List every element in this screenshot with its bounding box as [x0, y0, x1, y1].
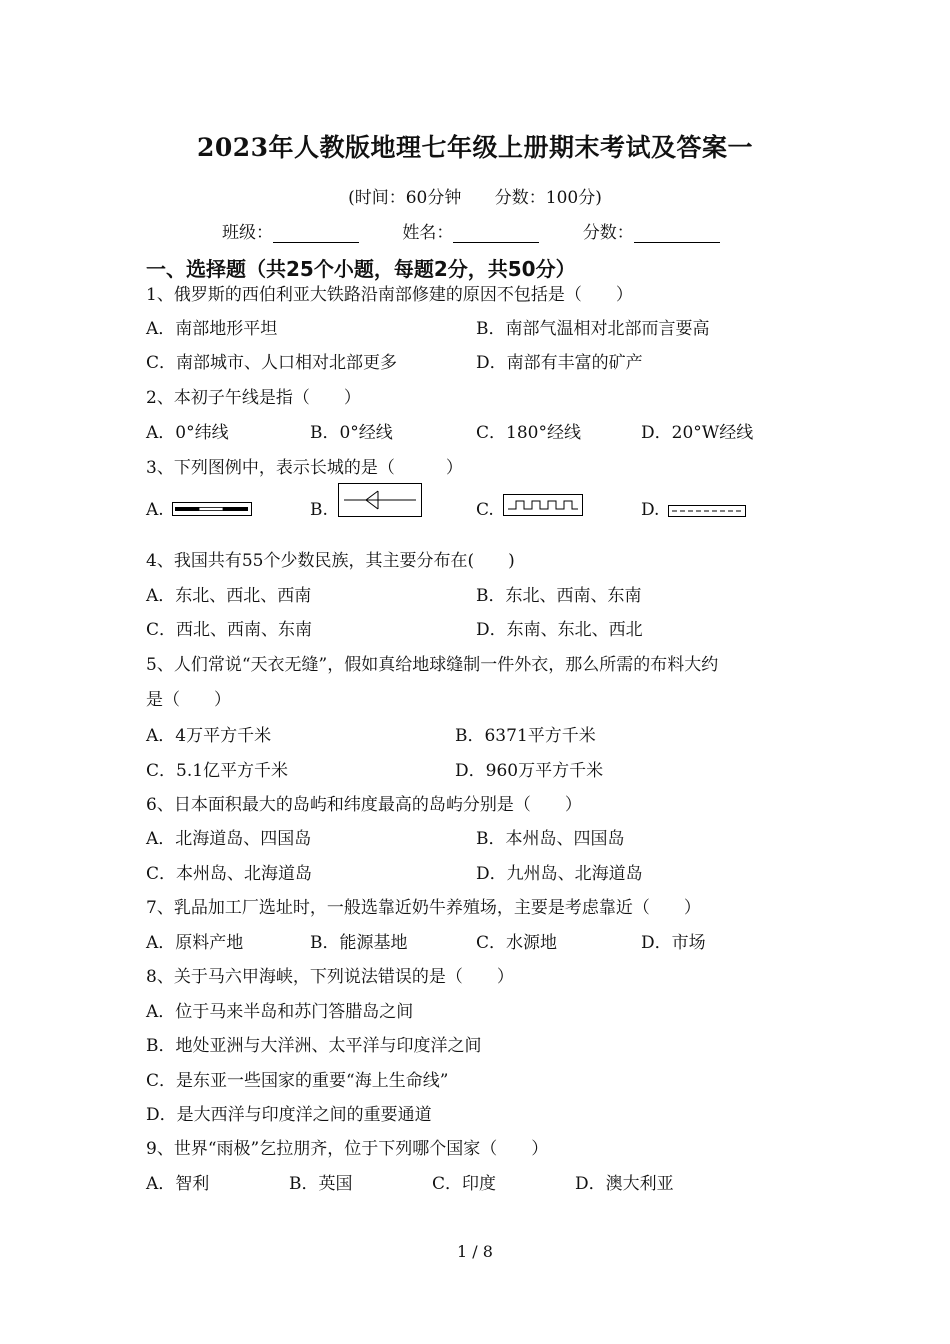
student-info-fields: [222, 218, 758, 243]
q3-option-c: C.: [476, 500, 494, 520]
q5-option-d: D．960万平方千米: [455, 761, 604, 781]
q1-option-d: D．南部有丰富的矿产: [476, 353, 643, 373]
q4-option-c: C．西北、西南、东南: [146, 620, 313, 640]
name-blank[interactable]: [453, 224, 539, 243]
q1-option-b: B．南部气温相对北部而言要高: [476, 319, 710, 339]
q5-option-a: A．4万平方千米: [146, 726, 272, 746]
q6-option-b: B．本州岛、四国岛: [476, 829, 625, 849]
q9-option-d: D．澳大利亚: [575, 1174, 674, 1194]
question-2: 2、本初子午线是指（ ）: [146, 388, 361, 408]
q9-option-c: C．印度: [432, 1174, 497, 1194]
q9-option-a: A．智利: [146, 1174, 210, 1194]
name-field: 姓名：: [402, 218, 539, 243]
q2-option-c: C．180°经线: [476, 423, 581, 443]
question-8: 8、关于马六甲海峡，下列说法错误的是（ ）: [146, 967, 514, 987]
q5-option-b: B．6371平方千米: [455, 726, 596, 746]
document-title: 2023年人教版地理七年级上册期末考试及答案一: [196, 133, 754, 162]
question-1: 1、俄罗斯的西伯利亚大铁路沿南部修建的原因不包括是（ ）: [146, 285, 633, 305]
q7-option-a: A．原料产地: [146, 933, 244, 953]
question-5-continued: 是（ ）: [146, 690, 231, 710]
q6-option-d: D．九州岛、北海道岛: [476, 864, 643, 884]
question-5: 5、人们常说“天衣无缝”，假如真给地球缝制一件外衣，那么所需的布料大约: [146, 655, 719, 675]
question-4: 4、我国共有55个少数民族，其主要分布在( ): [146, 551, 515, 571]
class-blank[interactable]: [273, 224, 359, 243]
q7-option-c: C．水源地: [476, 933, 558, 953]
q5-option-c: C．5.1亿平方千米: [146, 761, 289, 781]
q7-option-d: D．市场: [641, 933, 706, 953]
q3-option-a: A.: [146, 500, 164, 520]
q1-option-c: C．南部城市、人口相对北部更多: [146, 353, 398, 373]
road-legend-symbol: [668, 505, 746, 517]
border-legend-symbol: [338, 483, 422, 517]
q8-option-d: D．是大西洋与印度洋之间的重要通道: [146, 1105, 432, 1125]
q4-option-b: B．东北、西南、东南: [476, 586, 642, 606]
question-7: 7、乳品加工厂选址时，一般选靠近奶牛养殖场，主要是考虑靠近（ ）: [146, 898, 701, 918]
exam-meta: [0, 183, 950, 208]
q8-option-a: A．位于马来半岛和苏门答腊岛之间: [146, 1002, 414, 1022]
q2-option-a: A．0°纬线: [146, 423, 229, 443]
exam-total-score: 分数：100分): [494, 188, 602, 208]
q3-option-d: D.: [641, 500, 660, 520]
q1-option-a: A．南部地形平坦: [146, 319, 278, 339]
great-wall-legend-symbol: [503, 494, 583, 516]
q6-option-a: A．北海道岛、四国岛: [146, 829, 312, 849]
q7-option-b: B．能源基地: [310, 933, 408, 953]
exam-time: (时间：60分钟: [348, 188, 462, 208]
q8-option-c: C．是东亚一些国家的重要“海上生命线”: [146, 1071, 449, 1091]
railway-legend-symbol: [172, 502, 252, 516]
page-number: 1 / 8: [457, 1242, 493, 1261]
q9-option-b: B．英国: [289, 1174, 353, 1194]
score-blank[interactable]: [634, 224, 720, 243]
question-3: 3、下列图例中，表示长城的是（ ）: [146, 458, 463, 478]
q3-option-b: B.: [310, 500, 328, 520]
q8-option-b: B．地处亚洲与大洋洲、太平洋与印度洋之间: [146, 1036, 482, 1056]
question-9: 9、世界“雨极”乞拉朋齐，位于下列哪个国家（ ）: [146, 1139, 549, 1159]
q4-option-a: A．东北、西北、西南: [146, 586, 312, 606]
question-6: 6、日本面积最大的岛屿和纬度最高的岛屿分别是（ ）: [146, 795, 582, 815]
score-field: 分数：: [583, 218, 720, 243]
q2-option-d: D．20°W经线: [641, 423, 754, 443]
class-field: 班级：: [222, 218, 359, 243]
q2-option-b: B．0°经线: [310, 423, 393, 443]
q4-option-d: D．东南、东北、西北: [476, 620, 643, 640]
q6-option-c: C．本州岛、北海道岛: [146, 864, 313, 884]
section-title: 一、选择题（共25个小题，每题2分，共50分）: [146, 257, 576, 281]
